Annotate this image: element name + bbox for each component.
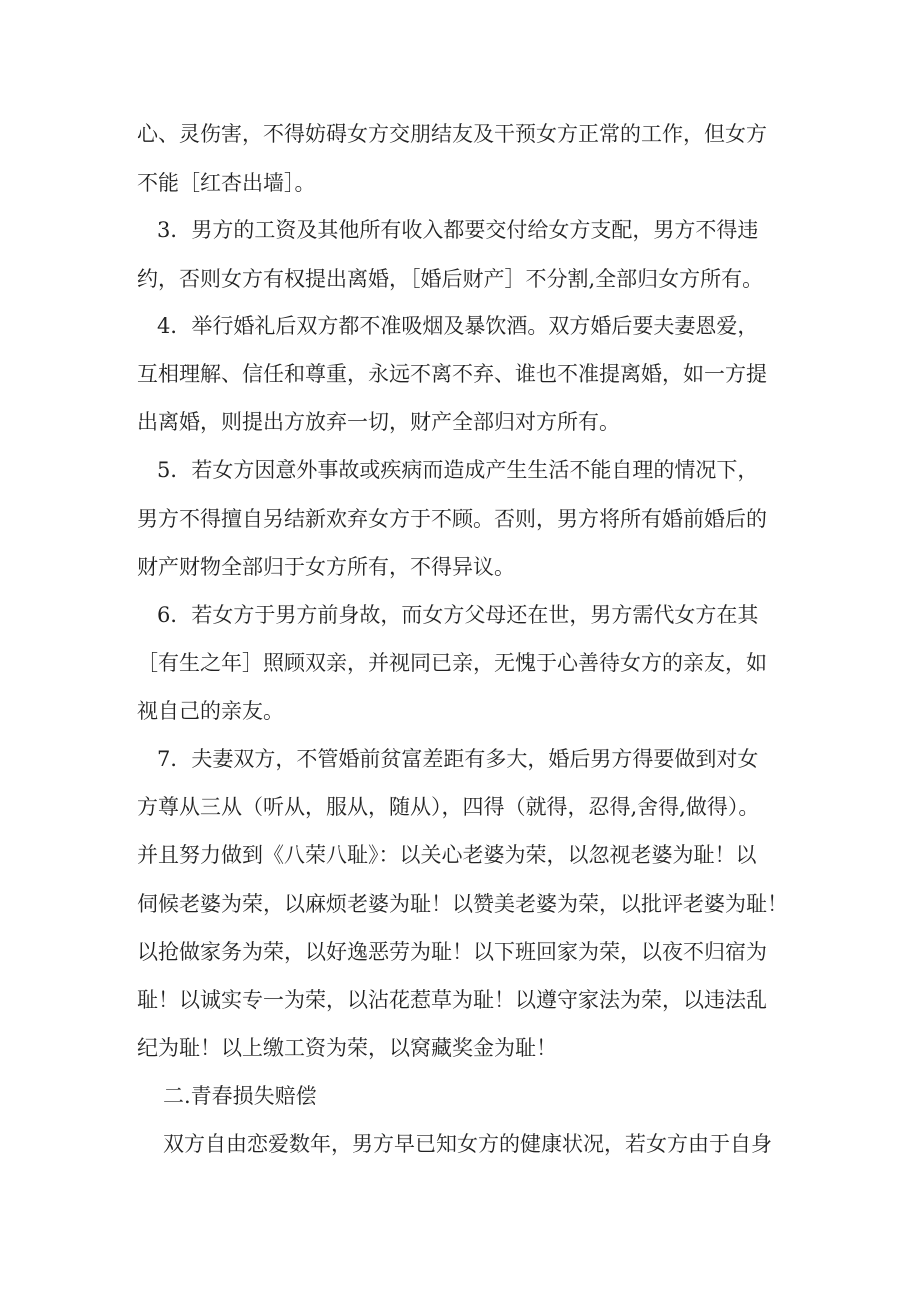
section-text-line-1: 双方自由恋爱数年，男方早已知女方的健康状况，若女方由于自身	[163, 1132, 772, 1156]
clause-6-line-2: ［有生之年］照顾双亲，并视同已亲，无愧于心善待女方的亲友，如	[137, 651, 767, 675]
clause-6-line-3: 视自己的亲友。	[137, 699, 284, 723]
clause-7-line-4: 伺候老婆为荣，以麻烦老婆为耻！以赞美老婆为荣，以批评老婆为耻！	[137, 892, 788, 916]
clause-3-line-2: 约，否则女方有权提出离婚，［婚后财产］不分割,全部归女方所有。	[137, 267, 764, 291]
section-heading: 二.青春损失赔偿	[163, 1084, 317, 1108]
text-line-2: 不能［红杏出墙］。	[137, 171, 316, 195]
clause-5-line-1: 5．若女方因意外事故或疾病而造成产生生活不能自理的情况下，	[157, 458, 759, 482]
clause-7-line-7: 纪为耻！以上缴工资为荣，以窝藏奖金为耻！	[137, 1036, 557, 1060]
clause-5-line-3: 财产财物全部归于女方所有，不得异议。	[137, 555, 515, 579]
clause-3-line-1: 3．男方的工资及其他所有收入都要交付给女方支配，男方不得违	[157, 218, 759, 242]
clause-4-line-1: 4．举行婚礼后双方都不准吸烟及暴饮酒。双方婚后要夫妻恩爱，	[157, 314, 759, 338]
clause-7-line-2: 方尊从三从（听从，服从，随从），四得（就得，忍得,舍得,做得）。	[137, 795, 760, 819]
clause-7-line-6: 耻！以诚实专一为荣，以沾花惹草为耻！以遵守家法为荣，以违法乱	[137, 988, 767, 1012]
clause-5-line-2: 男方不得擅自另结新欢弃女方于不顾。否则，男方将所有婚前婚后的	[137, 507, 767, 531]
clause-4-line-2: 互相理解、信任和尊重，永远不离不弃、谁也不准提离婚，如一方提	[137, 362, 767, 386]
clause-6-line-1: 6．若女方于男方前身故，而女方父母还在世，男方需代女方在其	[157, 603, 759, 627]
clause-4-line-3: 出离婚，则提出方放弃一切，财产全部归对方所有。	[137, 410, 620, 434]
text-line-1: 心、灵伤害，不得妨碍女方交朋结友及干预女方正常的工作，但女方	[137, 122, 767, 146]
clause-7-line-3: 并且努力做到《八荣八耻》：以关心老婆为荣，以忽视老婆为耻！以	[137, 843, 757, 867]
clause-7-line-5: 以抢做家务为荣，以好逸恶劳为耻！以下班回家为荣，以夜不归宿为	[137, 940, 767, 964]
clause-7-line-1: 7．夫妻双方，不管婚前贫富差距有多大，婚后男方得要做到对女	[157, 747, 759, 771]
